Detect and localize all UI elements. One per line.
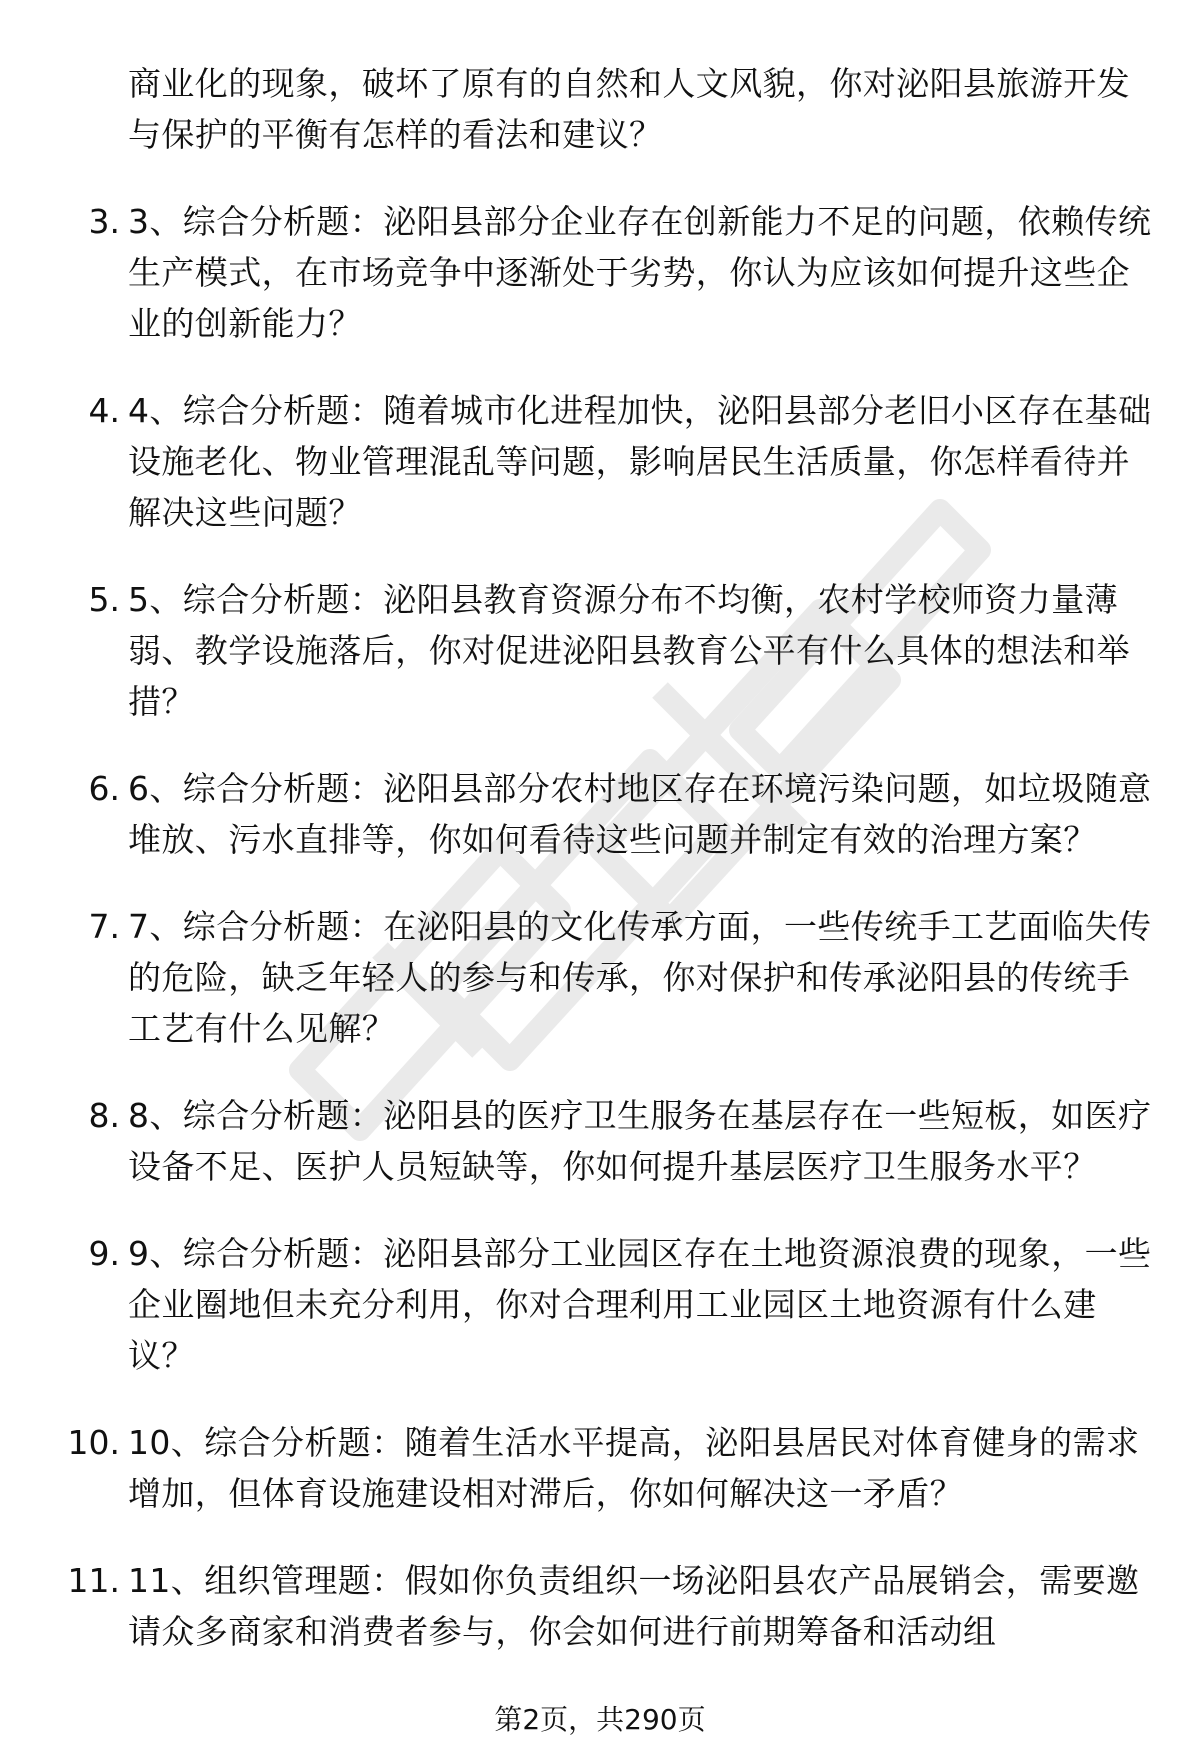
question-number: 6.	[88, 769, 120, 808]
question-text: 7、综合分析题：在泌阳县的文化传承方面，一些传统手工艺面临失传的危险，缺乏年轻人的参与和传承，你对保护和传承泌阳县的传统手工艺有什么见解？	[128, 907, 1152, 1048]
question-continuation	[0, 58, 1200, 160]
question-number: 7.	[88, 907, 120, 946]
question-item	[0, 1228, 1200, 1381]
question-text: 11、组织管理题：假如你负责组织一场泌阳县农产品展销会，需要邀请众多商家和消费者参与，你会如何进行前期筹备和活动组	[128, 1561, 1140, 1651]
question-item	[0, 385, 1200, 538]
question-list	[0, 58, 1200, 1693]
question-number: 4.	[88, 391, 120, 430]
question-text: 8、综合分析题：泌阳县的医疗卫生服务在基层存在一些短板，如医疗设备不足、医护人员短缺等，你如何提升基层医疗卫生服务水平？	[128, 1096, 1152, 1186]
question-item	[0, 196, 1200, 349]
question-item	[0, 1417, 1200, 1519]
question-number: 10.	[67, 1423, 120, 1462]
question-item	[0, 1555, 1200, 1657]
question-text: 10、综合分析题：随着生活水平提高，泌阳县居民对体育健身的需求增加，但体育设施建设相对滞后，你如何解决这一矛盾？	[128, 1423, 1140, 1513]
question-number: 3.	[88, 202, 120, 241]
question-item	[0, 1090, 1200, 1192]
question-text: 3、综合分析题：泌阳县部分企业存在创新能力不足的问题，依赖传统生产模式，在市场竞争中逐渐处于劣势，你认为应该如何提升这些企业的创新能力？	[128, 202, 1152, 343]
question-number: 5.	[88, 580, 120, 619]
question-text: 5、综合分析题：泌阳县教育资源分布不均衡，农村学校师资力量薄弱、教学设施落后，你对促进泌阳县教育公平有什么具体的想法和举措？	[128, 580, 1130, 721]
question-text: 9、综合分析题：泌阳县部分工业园区存在土地资源浪费的现象，一些企业圈地但未充分利用，你对合理利用工业园区土地资源有什么建议？	[128, 1234, 1152, 1375]
question-number: 11.	[67, 1561, 120, 1600]
question-item	[0, 574, 1200, 727]
page-footer: 第2页，共290页	[494, 1703, 706, 1736]
question-continuation-text: 商业化的现象，破坏了原有的自然和人文风貌，你对泌阳县旅游开发与保护的平衡有怎样的看法和建议？	[128, 64, 1130, 154]
question-text: 4、综合分析题：随着城市化进程加快，泌阳县部分老旧小区存在基础设施老化、物业管理混乱等问题，影响居民生活质量，你怎样看待并解决这些问题？	[128, 391, 1152, 532]
question-item	[0, 901, 1200, 1054]
question-item	[0, 763, 1200, 865]
question-number: 9.	[88, 1234, 120, 1273]
question-text: 6、综合分析题：泌阳县部分农村地区存在环境污染问题，如垃圾随意堆放、污水直排等，你如何看待这些问题并制定有效的治理方案？	[128, 769, 1152, 859]
question-number: 8.	[88, 1096, 120, 1135]
